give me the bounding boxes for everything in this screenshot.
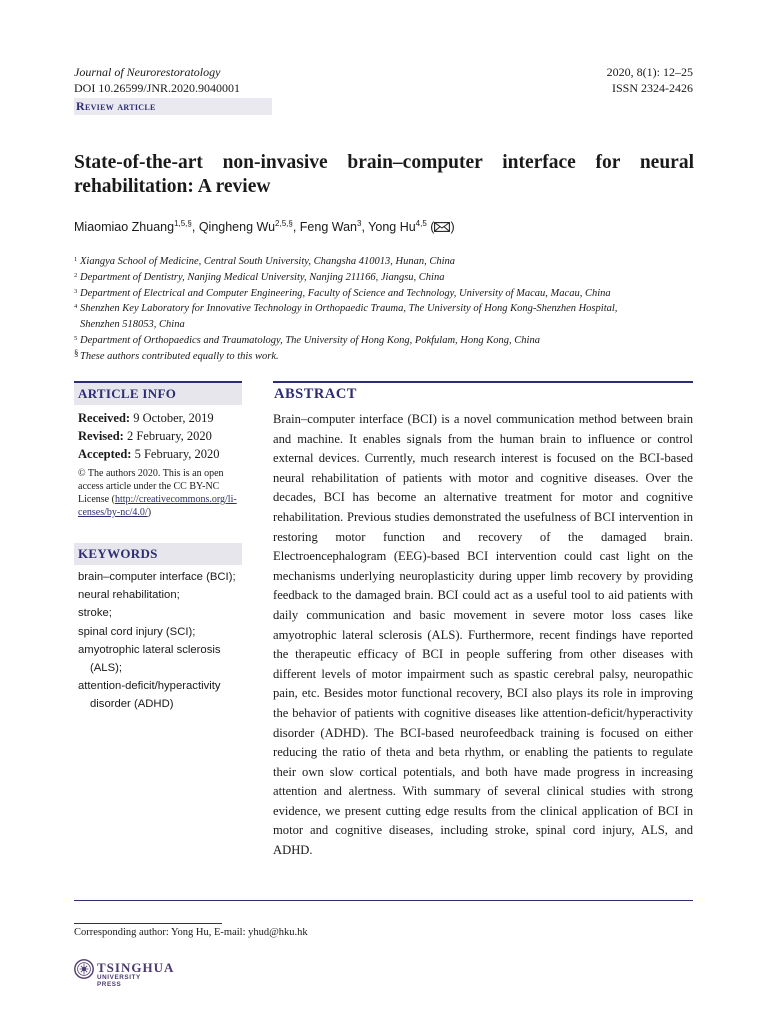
author-affil: 2,5,§ <box>275 219 293 228</box>
author-affil: 4,5 <box>415 219 427 228</box>
author-affil: 1,5,§ <box>174 219 192 228</box>
author-name: Feng Wan <box>299 220 357 235</box>
equal-contribution-note: § These authors contributed equally to this work. <box>74 347 279 362</box>
keywords-heading: KEYWORDS <box>78 546 158 561</box>
author-list: Miaomiao Zhuang$^{1,5,\S}$, Qingheng $Wu^{2,5,\S}$, Feng Wan$^3$, Yong Hu$^{4,5}$ ( ) <box>74 219 455 235</box>
license-link[interactable]: http://creativecommons.org/li- <box>114 494 237 505</box>
author-name: Qingheng Wu <box>198 220 276 235</box>
affiliation-continued: Shenzhen 518053, China <box>80 319 185 331</box>
license-text: © The authors 2020. This is an open access article under the CC BY-NC License <box>78 468 224 505</box>
doi: DOI 10.26599/JNR.2020.9040001 <box>74 81 241 95</box>
section-rule <box>74 900 693 901</box>
article-type-label: Review article <box>76 99 156 113</box>
keyword: spinal cord injury (SCI); <box>78 625 196 638</box>
received-date: Received: 9 October, 2019 <box>78 411 214 425</box>
article-info-heading: ARTICLE INFO <box>78 386 177 401</box>
license-link[interactable]: censes/by-nc/4.0/ <box>78 507 148 518</box>
affiliation: 1 Xiangya School of Medicine, Central South University, Changsha 410013, Hunan, China <box>74 256 456 267</box>
affiliation: 5 Department of Orthopaedics and Traumatology, The University of Hong Kong, Pokfulam, Hong Kong, China <box>74 334 540 346</box>
mail-icon[interactable] <box>434 222 450 232</box>
license-notice: © The authors 2020. This is an open access article under the CC BY-NC License (http://creativecommons.org/li- censes/by-nc/4.0/) <box>78 468 237 518</box>
publisher-subtitle: UNIVERSITY PRESS <box>97 974 141 988</box>
abstract-heading: ABSTRACT <box>274 386 357 402</box>
keyword: brain–computer interface (BCI); <box>78 571 236 583</box>
article-dates <box>78 409 220 463</box>
author-affil: 3 <box>356 219 362 228</box>
author-name: Miaomiao Zhuang <box>74 220 175 235</box>
affiliation: 3 Department of Electrical and Computer Engineering, Faculty of Science and Technology, University of Macau, Macau, China <box>74 287 611 299</box>
article-title: State-of-the-art non-invasive brain–computer interface for neural rehabilitation: A review <box>74 152 694 197</box>
keyword: amyotrophic lateral sclerosis (ALS); <box>78 643 221 675</box>
revised-date: Revised: 2 February, 2020 <box>78 429 212 443</box>
abstract-body: Brain–computer interface (BCI) is a novel communication method between brain and machine. It enables signals from the human brain to influence or control external devices. Currently, much research interest is focused on the BCI-based neural rehabilitation of patients with motor and cognitive diseases. Over the decades, BCI has become an alternative treatment for motor and cognitive rehabilitation. Previous studies demonstrated the usefulness of BCI intervention in restoring motor function and recovery of the damaged brain. Electroencephalogram (EEG)-based BCI intervention could cast light on the mechanisms underlying neuroplasticity during upper limb recovery by providing feedback to the damaged brain. BCI could act as a useful tool to aid patients with daily communication and basic movement in severe motor loss cases like amyotrophic lateral sclerosis (ALS). Furthermore, recent findings have reported the therapeutic efficacy of BCI in people suffering from other diseases with different levels of motor impairment such as spastic cerebral palsy, neuropathic pain, etc. Besides motor functional recovery, BCI also plays its role in improving the behavior of patients with cognitive diseases like attention-deficit/hyperactivity disorder (ADHD). The BCI-based neurofeedback training is focused on either reducing the ratio of theta and beta rhythm, or enabling the patients to regulate their own slow cortical potentials, and both have made progress in increasing attention and alertness. With summary of several clinical studies with strong evidence, we present cutting edge results from the clinical application of BCI in motor and cognitive diseases, including stroke, spinal cord injury, ALS, and ADHD. <box>273 412 693 858</box>
keyword: attention-deficit/hyperactivity disorder (ADHD) <box>78 680 221 711</box>
tsinghua-seal-icon <box>74 959 94 979</box>
accepted-date: Accepted: 5 February, 2020 <box>78 447 220 461</box>
journal-name: Journal of Neurorestoratology <box>74 65 221 79</box>
footnote-rule <box>74 923 222 924</box>
author-name: Yong Hu <box>368 220 416 235</box>
corresponding-author: Corresponding author: Yong Hu, E-mail: yhud@hku.hk <box>74 927 308 938</box>
affiliations <box>74 254 694 365</box>
section-rule <box>273 381 693 383</box>
publisher-name: TSINGHUA <box>97 960 175 975</box>
issn: ISSN 2324-2426 <box>611 81 693 95</box>
keyword: stroke; <box>78 607 112 620</box>
affiliation: 2 Department of Dentistry, Nanjing Medical University, Nanjing 211166, Jiangsu, China <box>74 271 445 283</box>
keywords-list <box>78 568 242 714</box>
volume-info: 2020, 8(1): 12–25 <box>606 65 693 79</box>
keyword: neural rehabilitation; <box>78 589 180 602</box>
affiliation: 4 Shenzhen Key Laboratory for Innovative Technology in Orthopaedic Trauma, The University of Hong Kong-Shenzhen Hospital, <box>74 303 618 315</box>
